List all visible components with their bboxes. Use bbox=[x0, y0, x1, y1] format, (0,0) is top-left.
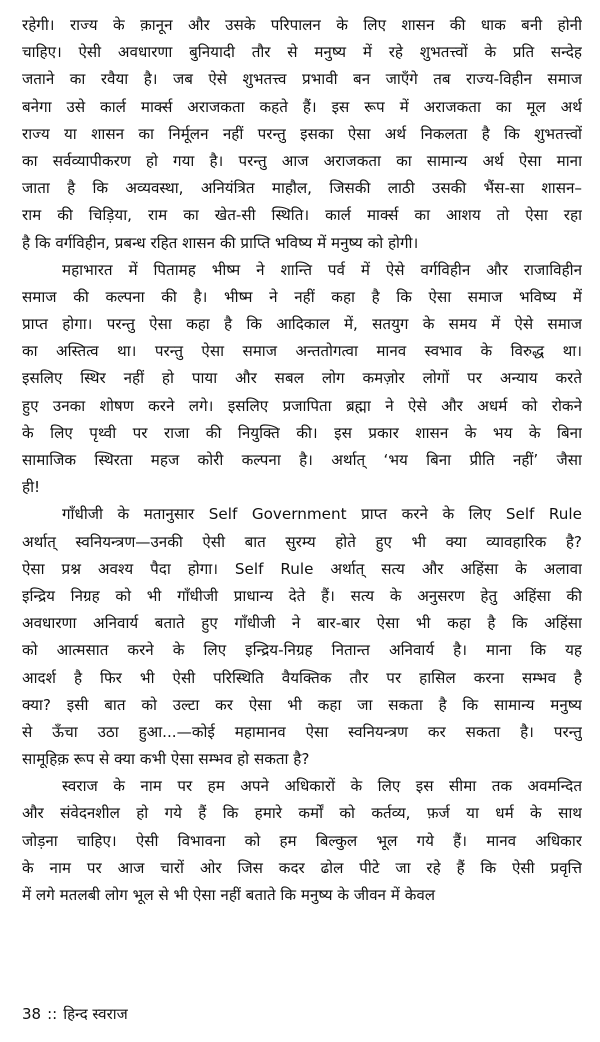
text-line: जोड़ना चाहिए। ऐसी विभावना को हम बिल्कुल भूल गये हैं। मानव अधिकार bbox=[22, 831, 582, 850]
text-line: अर्थात् स्वनियन्त्रण—उनकी ऐसी बात सुरम्य होते हुए भी क्या व्यावहारिक है? bbox=[22, 532, 582, 551]
text-line: समाज की कल्पना की है। भीष्म ने नहीं कहा है कि ऐसा समाज भविष्य में bbox=[22, 287, 582, 306]
text-line: हुए उनका शोषण करने लगे। इसलिए प्रजापिता ब्रह्मा ने ऐसे और अधर्म को रोकने bbox=[22, 396, 582, 415]
text-line: ही! bbox=[22, 478, 41, 497]
paragraph bbox=[22, 257, 582, 502]
text-line: राज्य या शासन का निर्मूलन नहीं परन्तु इसका ऐसा अर्थ निकलता है कि शुभतत्त्वों bbox=[22, 124, 582, 143]
text-line: से ऊँचा उठा हुआ...—कोई महामानव ऐसा स्वनियन्त्रण कर सकता है। परन्तु bbox=[22, 722, 582, 741]
text-line: चाहिए। ऐसी अवधारणा बुनियादी तौर से मनुष्य में रहे शुभतत्त्वों के प्रति सन्देह bbox=[22, 43, 582, 62]
paragraph bbox=[22, 773, 582, 909]
text-line: प्राप्त होगा। परन्तु ऐसा कहा है कि आदिकाल में, सतयुग के समय में ऐसे समाज bbox=[22, 315, 582, 334]
text-line: स्वराज के नाम पर हम अपने अधिकारों के लिए इस सीमा तक अवमन्दित bbox=[62, 777, 582, 796]
text-line: जाता है कि अव्यवस्था, अनियंत्रित माहौल, जिसकी लाठी उसकी भैंस-सा शासन– bbox=[22, 179, 582, 198]
book-title: हिन्द स्वराज bbox=[63, 1005, 128, 1023]
text-line: क्या? इसी बात को उल्टा कर ऐसा भी कहा जा सकता है कि सामान्य मनुष्य bbox=[22, 695, 582, 714]
text-line: में लगे मतलबी लोग भूल से भी ऐसा नहीं बताते कि मनुष्य के जीवन में केवल bbox=[22, 886, 436, 904]
text-line: बनेगा उसे कार्ल मार्क्स अराजकता कहते हैं। इस रूप में अराजकता का मूल अर्थ bbox=[22, 97, 582, 116]
text-line: अवधारणा अनिवार्य बताते हुए गाँधीजी ने बार-बार ऐसा भी कहा है कि अहिंसा bbox=[22, 614, 582, 633]
footer-separator: :: bbox=[47, 1005, 58, 1023]
paragraph bbox=[22, 501, 582, 773]
text-line: सामाजिक स्थिरता महज कोरी कल्पना है। अर्थात् ‘भय बिना प्रीति नहीं’ जैसा bbox=[22, 451, 582, 469]
text-line: राम की चिड़िया, राम का खेत-सी स्थिति। कार्ल मार्क्स का आशय तो ऐसा रहा bbox=[22, 206, 582, 225]
text-line: इन्द्रिय निग्रह को भी गाँधीजी प्राधान्य देते हैं। सत्य के अनुसरण हेतु अहिंसा की bbox=[22, 586, 582, 605]
text-line: जताने का रवैया है। जब ऐसे शुभतत्त्व प्रभावी बन जाएँगे तब राज्य-विहीन समाज bbox=[22, 70, 582, 89]
text-line: के लिए पृथ्वी पर राजा की नियुक्ति की। इस प्रकार शासन के भय के बिना bbox=[22, 423, 582, 442]
text-line: के नाम पर आज चारों ओर जिस कदर ढोल पीटे जा रहे हैं कि ऐसी प्रवृत्ति bbox=[22, 858, 582, 877]
text-line: रहेगी। राज्य के क़ानून और उसके परिपालन के लिए शासन की धाक बनी होनी bbox=[22, 16, 582, 34]
text-line: को आत्मसात करने के लिए इन्द्रिय-निग्रह नितान्त अनिवार्य है। माना कि यह bbox=[22, 641, 582, 660]
text-line: का सर्वव्यापीकरण हो गया है। परन्तु आज अराजकता का सामान्य अर्थ ऐसा माना bbox=[22, 151, 582, 170]
body-text bbox=[22, 12, 582, 909]
text-line: है कि वर्गविहीन, प्रबन्ध रहित शासन की प्राप्ति भविष्य में मनुष्य को होगी। bbox=[22, 233, 419, 252]
text-line: ऐसा प्रश्न अवश्य पैदा होगा। Self Rule अर्थात् सत्य और अहिंसा के अलावा bbox=[22, 559, 582, 578]
page-footer bbox=[22, 1003, 134, 1025]
text-line: और संवेदनशील हो गये हैं कि हमारे कर्मों को कर्तव्य, फ़र्ज या धर्म के साथ bbox=[22, 804, 582, 823]
text-line: आदर्श है फिर भी ऐसी परिस्थिति वैयक्तिक तौर पर हासिल करना सम्भव है bbox=[22, 668, 582, 687]
paragraph bbox=[22, 12, 582, 257]
text-line: इसलिए स्थिर नहीं हो पाया और सबल लोग कमज़ोर लोगों पर अन्याय करते bbox=[22, 369, 582, 388]
page-number: 38 bbox=[22, 1005, 42, 1023]
text-line: का अस्तित्व था। परन्तु ऐसा समाज अन्ततोगत्वा मानव स्वभाव के विरुद्ध था। bbox=[22, 342, 582, 361]
text-line: महाभारत में पितामह भीष्म ने शान्ति पर्व में ऐसे वर्गविहीन और राजाविहीन bbox=[62, 260, 582, 279]
text-line: सामूहिक़ रूप से क्या कभी ऐसा सम्भव हो सकता है? bbox=[22, 750, 310, 769]
text-line: गाँधीजी के मतानुसार Self Government प्राप्त करने के लिए Self Rule bbox=[62, 505, 582, 524]
